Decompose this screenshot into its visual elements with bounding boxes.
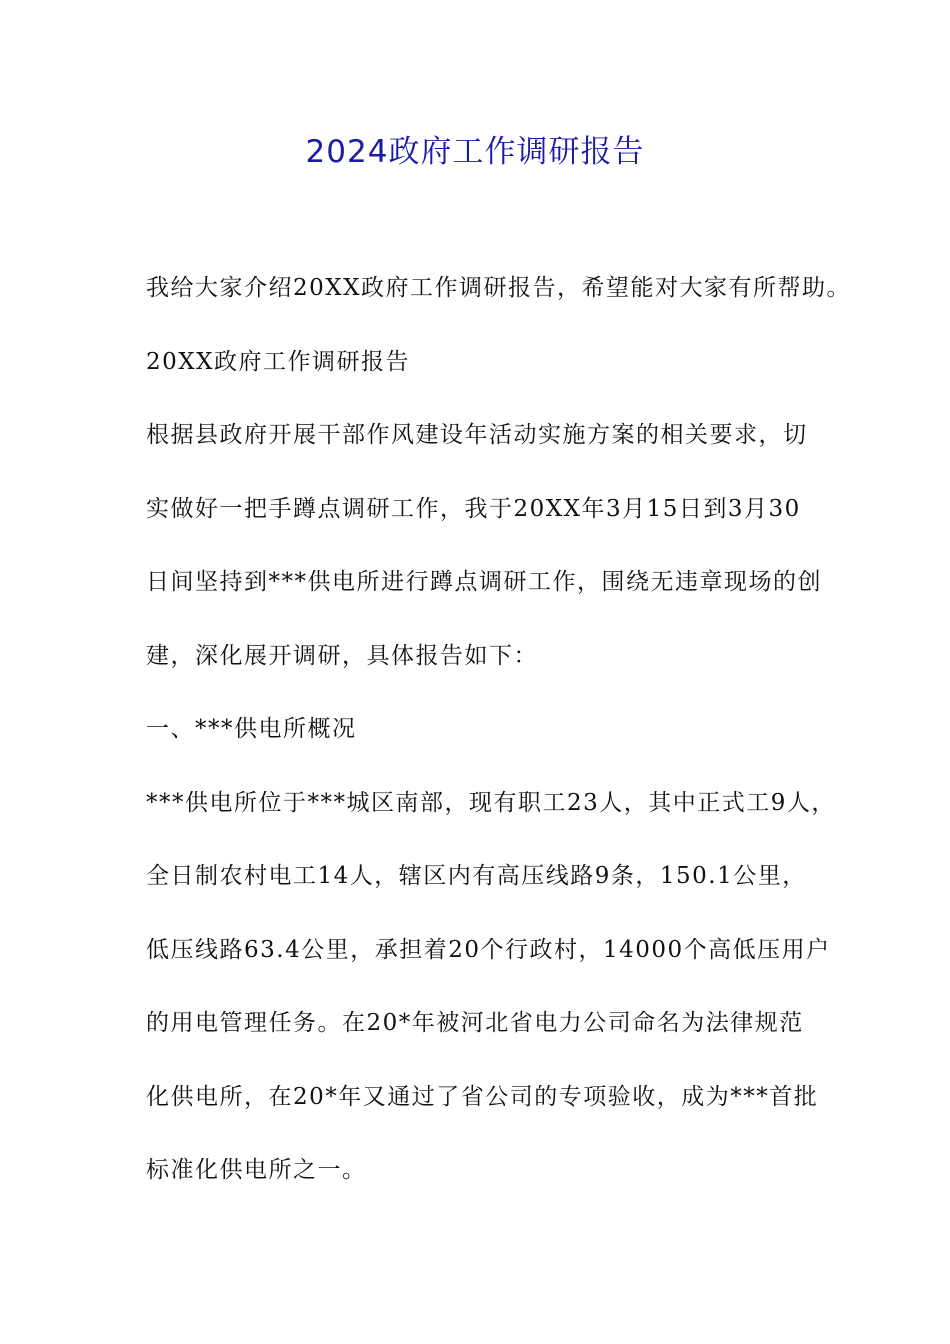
body-line: 低压线路63.4公里，承担着20个行政村，14000个高低压用户	[146, 936, 831, 963]
document-body	[146, 264, 852, 1220]
document-title: 2024政府工作调研报告	[305, 134, 645, 170]
body-line: 日间坚持到***供电所进行蹲点调研工作，围绕无违章现场的创	[146, 569, 822, 595]
body-line: 全日制农村电工14人，辖区内有高压线路9条，150.1公里，	[146, 863, 807, 889]
body-line: 化供电所，在20*年又通过了省公司的专项验收，成为***首批	[146, 1083, 819, 1110]
body-line: 根据县政府开展干部作风建设年活动实施方案的相关要求，切	[146, 422, 808, 448]
body-line: ***供电所位于***城区南部，现有职工23人，其中正式工9人，	[146, 789, 836, 816]
body-line: 一、***供电所概况	[146, 716, 357, 742]
body-line: 的用电管理任务。在20*年被河北省电力公司命名为法律规范	[146, 1010, 804, 1036]
body-line: 标准化供电所之一。	[146, 1157, 367, 1183]
body-line: 建，深化展开调研，具体报告如下：	[146, 642, 538, 669]
body-line: 20XX政府工作调研报告	[146, 348, 411, 375]
body-line: 实做好一把手蹲点调研工作，我于20XX年3月15日到3月30	[146, 495, 801, 522]
body-line: 我给大家介绍20XX政府工作调研报告，希望能对大家有所帮助。	[146, 275, 852, 301]
